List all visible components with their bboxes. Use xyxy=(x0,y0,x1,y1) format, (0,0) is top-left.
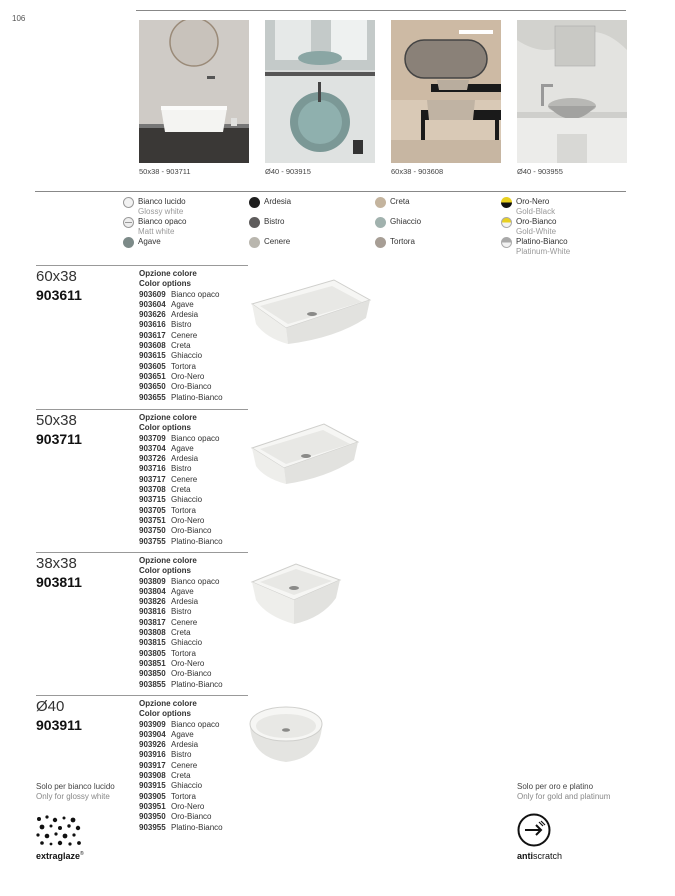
option-row: 903915 Ghiaccio xyxy=(139,781,203,791)
photo-caption: Ø40 - 903955 xyxy=(517,167,563,176)
photo-caption: 60x38 - 903608 xyxy=(391,167,444,176)
swatch-tortora xyxy=(375,237,415,248)
swatch-label: Oro-Nero xyxy=(516,197,550,206)
option-row: 903617 Cenere xyxy=(139,330,198,340)
swatch-bianco-lucido xyxy=(123,197,186,217)
option-row: 903615 Ghiaccio xyxy=(139,351,203,361)
swatch-label: Ardesia xyxy=(264,197,292,206)
basin-image-60x38 xyxy=(246,272,374,367)
options-title-en: Color options xyxy=(139,566,191,576)
option-row: 903751 Oro-Nero xyxy=(139,515,205,525)
option-row: 903717 Cenere xyxy=(139,474,198,484)
swatch-dot xyxy=(501,217,512,228)
option-row: 903805 Tortora xyxy=(139,648,196,658)
swatch-label-en: Gold-Black xyxy=(516,207,556,216)
color-options-list xyxy=(139,413,223,547)
option-row: 903750 Oro-Bianco xyxy=(139,526,212,536)
swatch-cenere xyxy=(249,237,290,248)
top-divider xyxy=(136,10,626,11)
antiscratch-logo-text: antiscratch xyxy=(517,851,563,861)
section-divider xyxy=(35,191,626,192)
option-row: 903809 Bianco opaco xyxy=(139,576,220,586)
swatch-oro-bianco xyxy=(501,217,556,237)
option-row: 903704 Agave xyxy=(139,443,194,453)
option-row: 903955 Platino-Bianco xyxy=(139,822,223,832)
swatch-dot xyxy=(249,197,260,208)
note-text-en: Only for glossy white xyxy=(36,792,110,801)
swatch-label: Oro-Bianco xyxy=(516,217,557,226)
note-text: Solo per oro e platino xyxy=(517,782,594,791)
option-row: 903655 Platino-Bianco xyxy=(139,392,223,402)
option-row: 903708 Creta xyxy=(139,485,191,495)
option-row: 903609 Bianco opaco xyxy=(139,289,220,299)
swatch-label: Bianco lucido xyxy=(138,197,186,206)
option-row: 903816 Bistro xyxy=(139,607,192,617)
swatch-label: Bistro xyxy=(264,217,285,226)
product-size: 50x38 xyxy=(36,412,77,429)
option-row: 903916 Bistro xyxy=(139,750,192,760)
option-row: 903815 Ghiaccio xyxy=(139,638,203,648)
swatch-dot xyxy=(123,217,134,228)
options-title: Opzione colore xyxy=(139,556,197,565)
swatch-label: Platino-Bianco xyxy=(516,237,568,246)
photo-basin-o40-platinum xyxy=(517,20,627,163)
swatch-dot xyxy=(123,237,134,248)
option-row: 903909 Bianco opaco xyxy=(139,719,220,729)
option-row: 903826 Ardesia xyxy=(139,597,199,607)
swatch-label: Tortora xyxy=(390,237,415,246)
swatch-dot xyxy=(375,217,386,228)
swatch-ardesia xyxy=(249,197,291,208)
option-row: 903851 Oro-Nero xyxy=(139,658,205,668)
product-size: 38x38 xyxy=(36,555,77,572)
option-row: 903616 Bistro xyxy=(139,320,192,330)
swatch-dot xyxy=(249,217,260,228)
product-size: 60x38 xyxy=(36,268,77,285)
swatch-label: Ghiaccio xyxy=(390,217,422,226)
swatch-label: Agave xyxy=(138,237,161,246)
color-options-list xyxy=(139,556,223,690)
option-row: 903926 Ardesia xyxy=(139,740,199,750)
swatch-label-en: Matt white xyxy=(138,227,175,236)
swatch-label: Bianco opaco xyxy=(138,217,187,226)
product-divider xyxy=(36,409,248,410)
option-row: 903808 Creta xyxy=(139,628,191,638)
swatch-bistro xyxy=(249,217,284,228)
option-row: 903605 Tortora xyxy=(139,361,196,371)
option-row: 903850 Oro-Bianco xyxy=(139,669,212,679)
option-row: 903705 Tortora xyxy=(139,505,196,515)
extraglaze-logo-text: extraglaze® xyxy=(36,851,84,861)
option-row: 903905 Tortora xyxy=(139,791,196,801)
swatch-bianco-opaco xyxy=(123,217,186,237)
option-row: 903908 Creta xyxy=(139,771,191,781)
swatch-oro-nero xyxy=(501,197,555,217)
option-row: 903951 Oro-Nero xyxy=(139,801,205,811)
options-title-en: Color options xyxy=(139,709,191,719)
note-text-en: Only for gold and platinum xyxy=(517,792,611,801)
basin-image-38x38 xyxy=(246,560,344,637)
product-divider xyxy=(36,695,248,696)
swatch-label: Cenere xyxy=(264,237,291,246)
page-number: 106 xyxy=(12,14,26,23)
option-row: 903755 Platino-Bianco xyxy=(139,536,223,546)
extraglaze-logo-icon xyxy=(36,815,82,852)
antiscratch-logo-icon xyxy=(517,813,551,852)
color-options-list xyxy=(139,269,223,403)
photo-basin-60x38-creta xyxy=(391,20,501,163)
swatch-dot xyxy=(123,197,134,208)
photo-basin-o40-teal xyxy=(265,20,375,163)
product-code: 903911 xyxy=(36,717,82,733)
swatch-platino-bianco xyxy=(501,237,570,257)
basin-image-o40 xyxy=(246,702,326,771)
option-row: 903709 Bianco opaco xyxy=(139,433,220,443)
option-row: 903726 Ardesia xyxy=(139,454,199,464)
product-code: 903811 xyxy=(36,574,82,590)
option-row: 903716 Bistro xyxy=(139,464,192,474)
swatch-creta xyxy=(375,197,410,208)
product-code: 903711 xyxy=(36,431,82,447)
option-row: 903651 Oro-Nero xyxy=(139,371,205,381)
options-title: Opzione colore xyxy=(139,699,197,708)
options-title-en: Color options xyxy=(139,279,191,289)
note-text: Solo per bianco lucido xyxy=(36,782,115,791)
option-row: 903626 Ardesia xyxy=(139,310,199,320)
swatch-dot xyxy=(501,197,512,208)
product-code: 903611 xyxy=(36,287,82,303)
options-title: Opzione colore xyxy=(139,413,197,422)
option-row: 903917 Cenere xyxy=(139,760,198,770)
swatch-agave xyxy=(123,237,161,248)
product-divider xyxy=(36,552,248,553)
option-row: 903904 Agave xyxy=(139,729,194,739)
option-row: 903817 Cenere xyxy=(139,617,198,627)
swatch-dot xyxy=(501,237,512,248)
option-row: 903650 Oro-Bianco xyxy=(139,382,212,392)
product-divider xyxy=(36,265,248,266)
color-options-list xyxy=(139,699,223,833)
options-title-en: Color options xyxy=(139,423,191,433)
option-row: 903950 Oro-Bianco xyxy=(139,812,212,822)
basin-image-50x38 xyxy=(246,416,362,503)
swatch-dot xyxy=(375,197,386,208)
note-gold-platinum xyxy=(517,782,610,802)
product-size: Ø40 xyxy=(36,698,65,715)
option-row: 903715 Ghiaccio xyxy=(139,495,203,505)
option-row: 903604 Agave xyxy=(139,299,194,309)
option-row: 903608 Creta xyxy=(139,341,191,351)
swatch-dot xyxy=(375,237,386,248)
note-glossy-white xyxy=(36,782,115,802)
swatch-ghiaccio xyxy=(375,217,421,228)
option-row: 903855 Platino-Bianco xyxy=(139,679,223,689)
swatch-dot xyxy=(249,237,260,248)
swatch-label: Creta xyxy=(390,197,410,206)
swatch-label-en: Glossy white xyxy=(138,207,184,216)
photo-basin-50x38 xyxy=(139,20,249,163)
swatch-label-en: Gold-White xyxy=(516,227,557,236)
photo-caption: 50x38 - 903711 xyxy=(139,167,191,176)
photo-caption: Ø40 - 903915 xyxy=(265,167,311,176)
option-row: 903804 Agave xyxy=(139,586,194,596)
swatch-label-en: Platinum-White xyxy=(516,247,571,256)
options-title: Opzione colore xyxy=(139,269,197,278)
